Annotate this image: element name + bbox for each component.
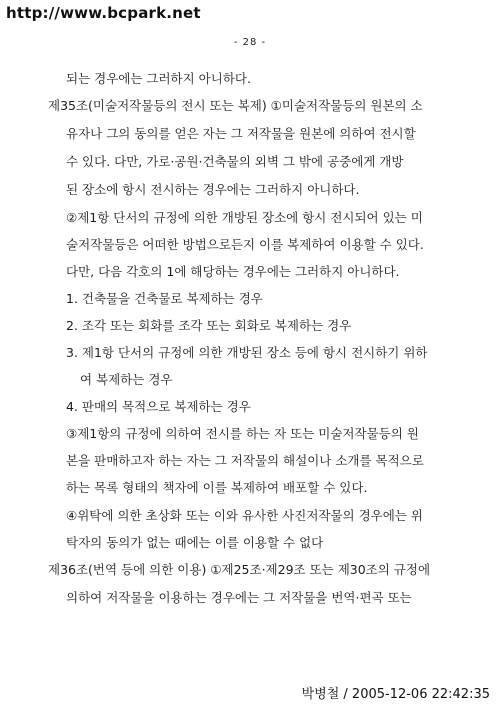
text-line: 다만, 다음 각호의 1에 해당하는 경우에는 그러하지 아니하다. xyxy=(66,264,400,279)
list-item-3-continued: 여 복제하는 경우 xyxy=(80,372,173,387)
list-item-1: 1. 건축물을 건축물로 복제하는 경우 xyxy=(66,291,263,306)
list-item-3: 3. 제1항 단서의 규정에 의한 개방된 장소 등에 항시 전시하기 위하 xyxy=(66,345,428,360)
list-item-4: 4. 판매의 목적으로 복제하는 경우 xyxy=(66,399,251,414)
site-watermark: http://www.bcpark.net xyxy=(6,4,201,22)
text-line: 수 있다. 다만, 가로·공원·건축물의 외벽 그 밖에 공중에게 개방 xyxy=(66,154,404,169)
text-line: 되는 경우에는 그러하지 아니하다. xyxy=(66,71,251,86)
text-line: 본을 판매하고자 하는 자는 그 저작물의 해설이나 소개를 목적으로 xyxy=(66,453,424,468)
page-number: - 28 - xyxy=(233,37,267,48)
text-line: 하는 목록 형태의 책자에 이를 복제하여 배포할 수 있다. xyxy=(66,480,368,495)
paragraph-2: ②제1항 단서의 규정에 의한 개방된 장소에 항시 전시되어 있는 미 xyxy=(66,210,423,225)
article-36-heading: 제36조(번역 등에 의한 이용) ①제25조·제29조 또는 제30조의 규정에 xyxy=(48,562,431,577)
text-line: 탁자의 동의가 없는 때에는 이를 이용할 수 없다 xyxy=(66,535,324,550)
list-item-2: 2. 조각 또는 회화를 조각 또는 회화로 복제하는 경우 xyxy=(66,318,352,333)
footer-signature: 박병철 / 2005-12-06 22:42:35 xyxy=(301,687,490,702)
article-35-heading: 제35조(미술저작물등의 전시 또는 복제) ①미술저작물등의 원본의 소 xyxy=(48,98,423,113)
paragraph-4: ④위탁에 의한 초상화 또는 이와 유사한 사진저작물의 경우에는 위 xyxy=(66,508,423,523)
text-line: 의하여 저작물을 이용하는 경우에는 그 저작물을 번역·편곡 또는 xyxy=(66,590,412,605)
paragraph-3: ③제1항의 규정에 의하여 전시를 하는 자 또는 미술저작물등의 원 xyxy=(66,426,419,441)
text-line: 된 장소에 항시 전시하는 경우에는 그러하지 아니하다. xyxy=(66,182,360,197)
text-line: 유자나 그의 동의를 얻은 자는 그 저작물을 원본에 의하여 전시할 xyxy=(66,126,416,141)
text-line: 술저작물등은 어떠한 방법으로든지 이를 복제하여 이용할 수 있다. xyxy=(66,237,424,252)
